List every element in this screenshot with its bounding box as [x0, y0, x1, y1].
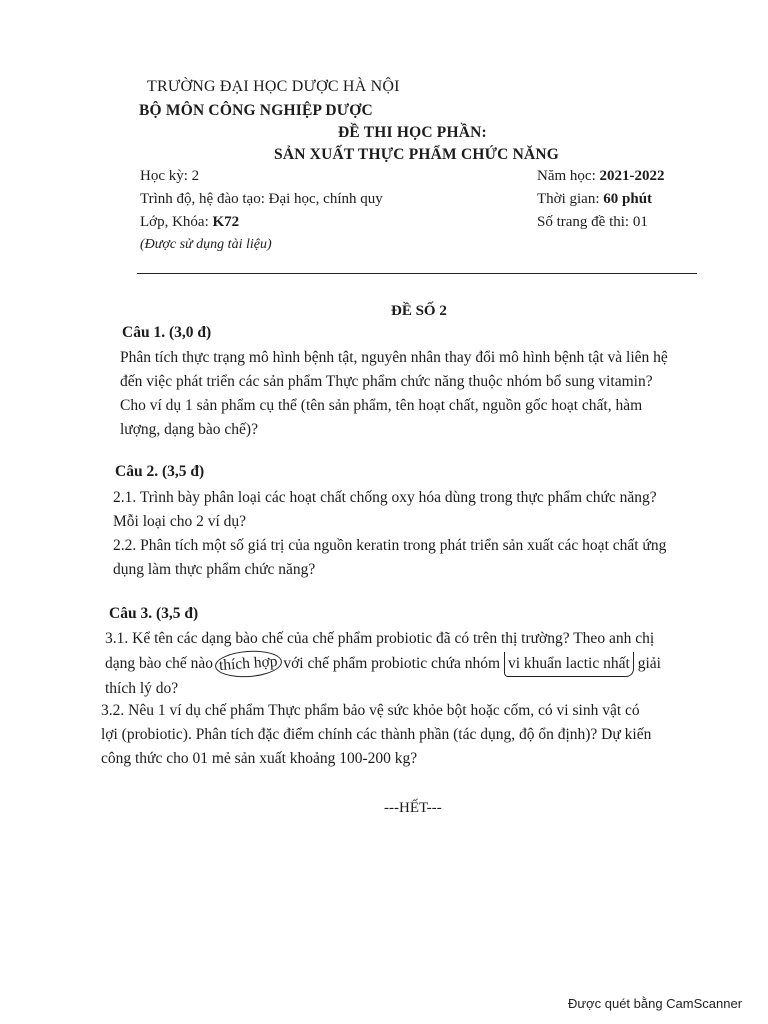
q1-line: lượng, dạng bào chế)?	[120, 421, 258, 438]
q1-line: Phân tích thực trạng mô hình bệnh tật, nguyên nhân thay đổi mô hình bệnh tật và liên hệ	[120, 349, 668, 366]
q3-text: dạng bào chế nào	[105, 655, 217, 672]
year-label: Năm học:	[537, 168, 600, 184]
level-label: Trình độ, hệ đào tạo:	[140, 191, 269, 207]
q3-line: 3.2. Nêu 1 ví dụ chế phẩm Thực phẩm bảo vệ sức khỏe bột hoặc cốm, có vi sinh vật có	[101, 702, 640, 719]
semester	[140, 168, 199, 185]
handwritten-circle-annotation: thích hợp	[214, 649, 282, 680]
q3-body	[105, 627, 745, 701]
semester-value: 2	[191, 168, 200, 184]
exam-title: ĐỀ THI HỌC PHẦN:	[338, 124, 487, 141]
q2-line: dụng làm thực phẩm chức năng?	[113, 561, 316, 578]
q1-line: Cho ví dụ 1 sản phẩm cụ thể (tên sản phẩm, tên hoạt chất, nguồn gốc hoạt chất, hàm	[120, 397, 643, 414]
q3-line: lợi (probiotic). Phân tích đặc điểm chính các thành phần (tác dụng, độ ổn định)? Dự kiến	[101, 726, 652, 743]
q3-line: thích lý do?	[105, 680, 179, 697]
pages-label: Số trang đề thi:	[537, 214, 633, 230]
q2-title: Câu 2. (3,5 đ)	[115, 463, 205, 480]
q3-line: 3.1. Kể tên các dạng bào chế của chế phẩm probiotic đã có trên thị trường? Theo anh chị	[105, 630, 655, 647]
scanner-watermark: Được quét bằng CamScanner	[568, 996, 743, 1011]
time-value: 60 phút	[603, 191, 653, 207]
q3-text: với chế phẩm probiotic chứa nhóm	[279, 655, 504, 672]
q1-title: Câu 1. (3,0 đ)	[122, 324, 212, 341]
end-marker: ---HẾT---	[384, 800, 442, 816]
page-count	[537, 214, 648, 231]
q2-line: 2.2. Phân tích một số giá trị của nguồn keratin trong phát triển sản xuất các hoạt chất ứng	[113, 537, 667, 554]
exam-number: ĐỀ SỐ 2	[391, 303, 447, 319]
pages-value: 01	[632, 214, 648, 230]
handwritten-box-annotation: vi khuẩn lactic nhất	[504, 652, 634, 677]
class-value: K72	[212, 214, 240, 230]
q1-line: đến việc phát triển các sản phẩm Thực phẩm chức năng thuộc nhóm bổ sung vitamin?	[120, 373, 653, 390]
university-name: TRƯỜNG ĐẠI HỌC DƯỢC HÀ NỘI	[147, 78, 400, 95]
q2-line: Mỗi loại cho 2 ví dụ?	[113, 513, 247, 530]
materials-note: (Được sử dụng tài liệu)	[140, 237, 272, 252]
q3-title: Câu 3. (3,5 đ)	[109, 605, 199, 622]
academic-year	[537, 168, 664, 185]
q1-body	[120, 346, 730, 442]
class-label: Lớp, Khóa:	[140, 214, 213, 230]
time-label: Thời gian:	[537, 191, 604, 207]
level-value: Đại học, chính quy	[268, 191, 383, 207]
semester-label: Học kỳ:	[140, 168, 192, 184]
q3-line	[105, 651, 745, 677]
header-divider	[137, 273, 697, 274]
q3-2-body	[101, 699, 751, 771]
q2-body	[113, 486, 733, 582]
q3-line: công thức cho 01 mẻ sản xuất khoảng 100-200 kg?	[101, 750, 418, 767]
exam-duration	[537, 191, 652, 208]
class-cohort	[140, 214, 239, 231]
course-title: SẢN XUẤT THỰC PHẨM CHỨC NĂNG	[274, 146, 560, 163]
training-level	[140, 191, 383, 208]
year-value: 2021-2022	[599, 168, 665, 184]
q3-text: giải	[633, 655, 661, 672]
q2-line: 2.1. Trình bày phân loại các hoạt chất chống oxy hóa dùng trong thực phẩm chức năng?	[113, 489, 657, 506]
department-name: BỘ MÔN CÔNG NGHIỆP DƯỢC	[139, 102, 373, 119]
